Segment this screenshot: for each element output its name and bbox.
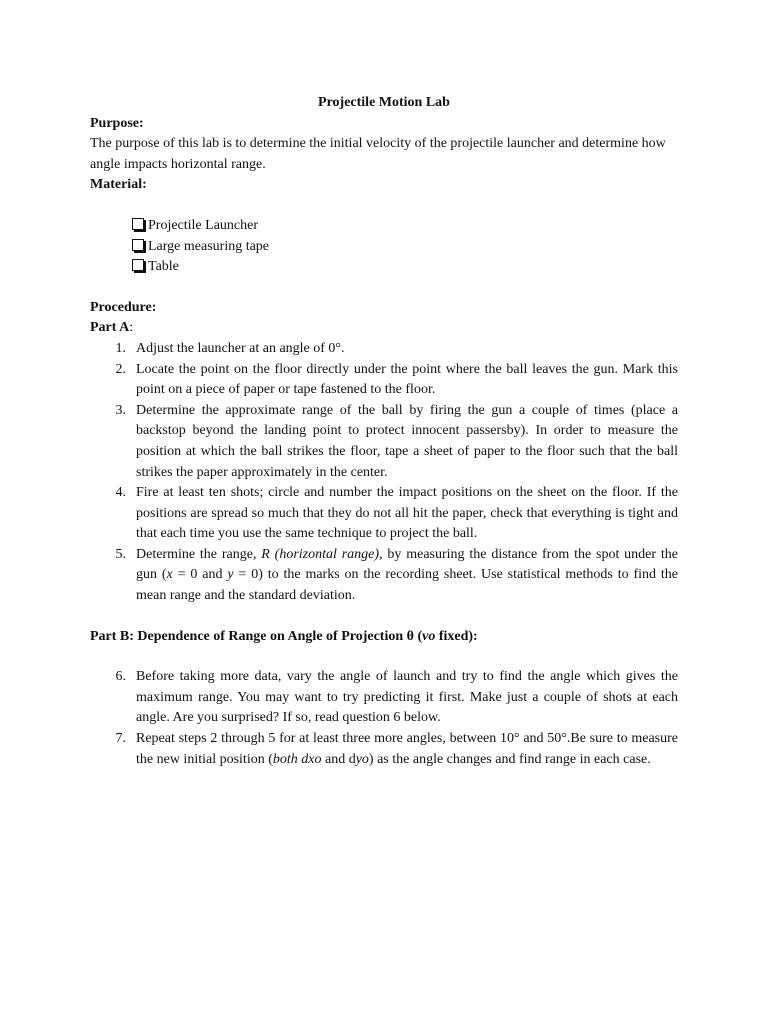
checkbox-icon xyxy=(132,239,144,251)
document-title: Projectile Motion Lab xyxy=(318,95,450,110)
checkbox-icon xyxy=(132,218,144,230)
material-list xyxy=(90,216,678,278)
checkbox-icon xyxy=(132,259,144,271)
material-item: Table xyxy=(132,257,678,278)
procedure-step: 4. Fire at least ten shots; circle and number the impact positions on the sheet on the floor. If the positions are spread so much that they do not all hit the paper, check that everything is tight and that each time you use the same technique to project the ball. xyxy=(115,485,678,542)
purpose-heading: Purpose: xyxy=(90,115,144,131)
material-item: Projectile Launcher xyxy=(132,216,678,237)
part-b-heading: Part B: Dependence of Range on Angle of Projection θ (vo fixed): xyxy=(90,628,478,644)
procedure-step: 1. Adjust the launcher at an angle of 0°. xyxy=(115,340,345,356)
part-b-steps xyxy=(90,667,678,770)
procedure-step: 5. Determine the range, R (horizontal range), by measuring the distance from the spot under the gun (x = 0 and y = 0) to the marks on the recording sheet. Use statistical methods to find the mean range and the standard deviation. xyxy=(115,546,678,604)
procedure-step: 6. Before taking more data, vary the angle of launch and try to find the angle which gives the maximum range. You may want to try predicting it first. Make just a couple of shots at each angle. Are you surprised? If so, read question 6 below. xyxy=(115,669,678,726)
part-a-heading: Part A: xyxy=(90,320,134,336)
part-a-steps xyxy=(90,339,678,607)
purpose-text: The purpose of this lab is to determine the initial velocity of the projectile launcher and determine how angle impacts horizontal range. xyxy=(90,136,666,172)
procedure-heading: Procedure: xyxy=(90,299,157,315)
procedure-step: 2. Locate the point on the floor directly under the point where the ball leaves the gun. Mark this point on a piece of paper or tape fastened to the floor. xyxy=(115,361,678,398)
material-item: Large measuring tape xyxy=(132,237,678,258)
procedure-step: 7. Repeat steps 2 through 5 for at least three more angles, between 10° and 50°.Be sure to measure the new initial position (both dxo and dyo) as the angle changes and find range in each case. xyxy=(115,731,678,767)
material-heading: Material: xyxy=(90,177,147,193)
procedure-step: 3. Determine the approximate range of the ball by firing the gun a couple of times (place a backstop beyond the landing point to protect innocent passersby). In order to measure the position at which the ball strikes the floor, tape a sheet of paper to the floor such that the ball strikes the paper approximately in the center. xyxy=(115,402,678,480)
